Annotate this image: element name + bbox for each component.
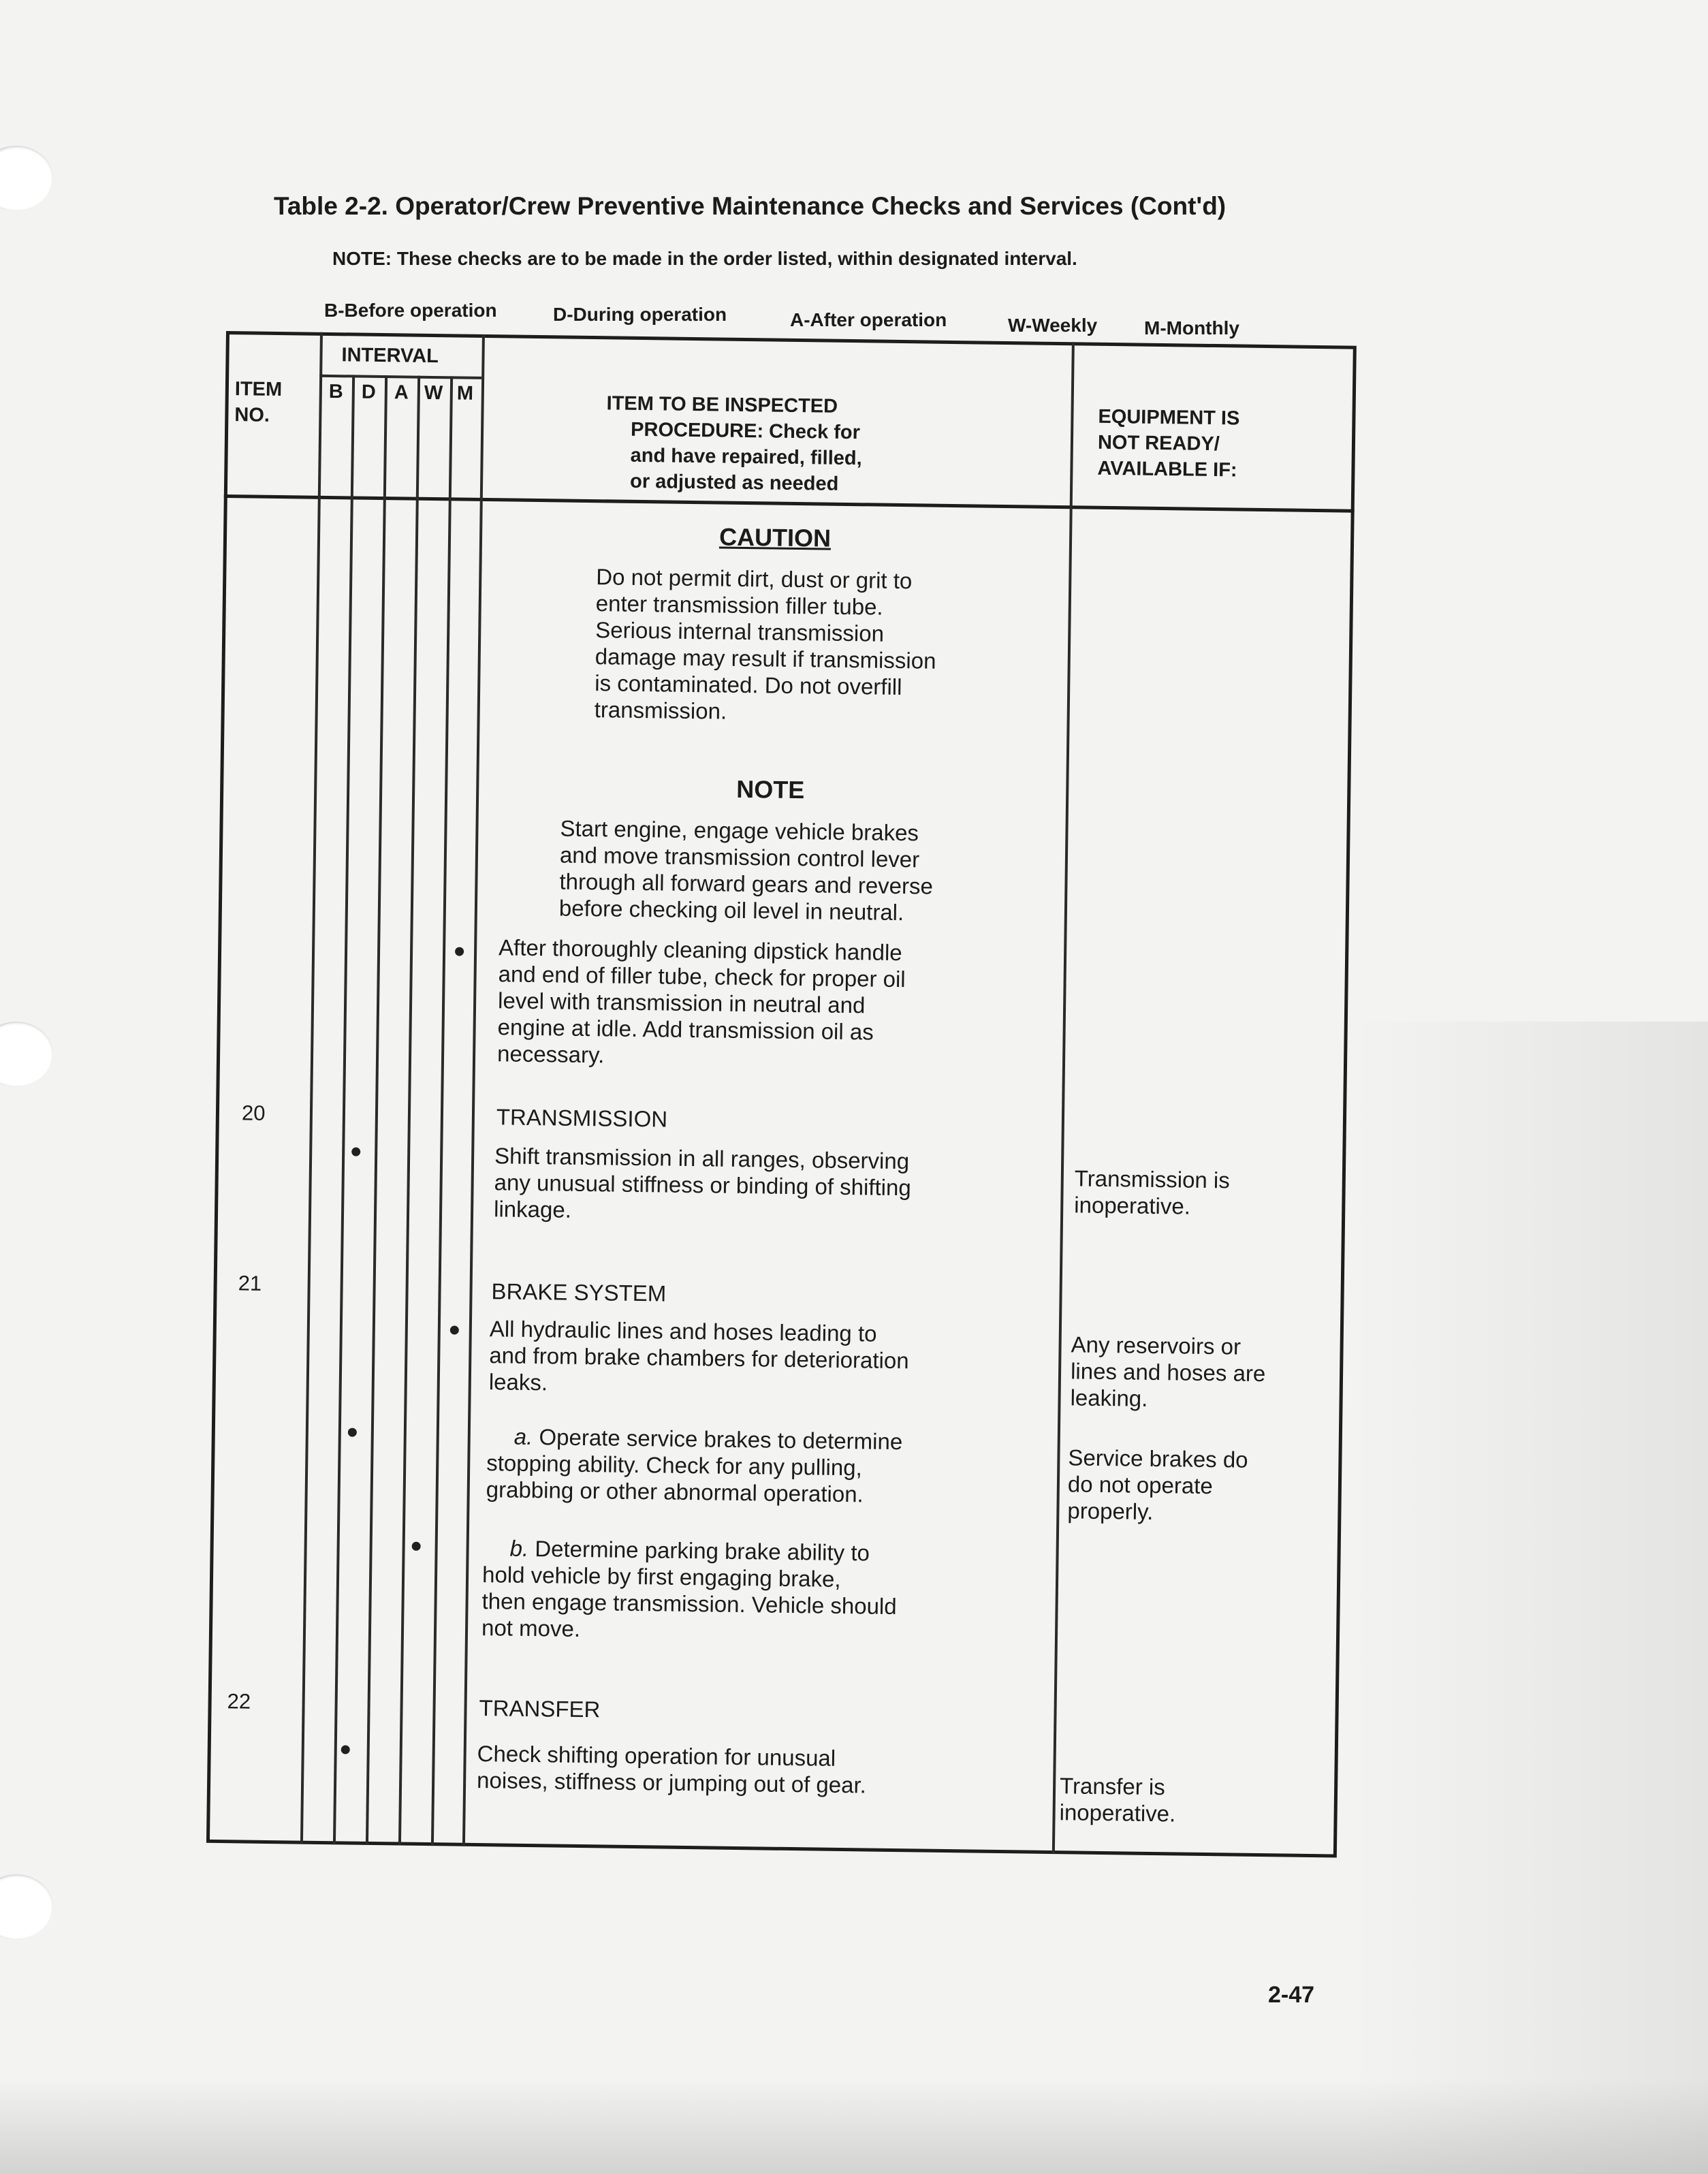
- table-title: Table 2-2. Operator/Crew Preventive Maintenance Checks and Services (Cont'd): [274, 192, 1227, 220]
- item-label-transfer: TRANSFER: [479, 1695, 601, 1722]
- note-heading: NOTE: [736, 774, 805, 804]
- item-number-22: 22: [227, 1689, 251, 1714]
- brake-system-text: All hydraulic lines and hoses leading to and from brake chambers for deterioration leaks.: [488, 1316, 909, 1396]
- punch-hole-middle: [0, 1022, 53, 1087]
- header-d: D: [361, 381, 377, 403]
- transmission-not-ready: Transmission is inoperative.: [1074, 1165, 1231, 1219]
- header-m: M: [456, 382, 474, 405]
- item-number-21: 21: [238, 1271, 262, 1295]
- transfer-not-ready: Transfer is inoperative.: [1059, 1773, 1176, 1827]
- legend-before: B-Before operation: [324, 300, 497, 321]
- page-shading: [1354, 1022, 1708, 2174]
- interval-marker-w: [450, 1325, 459, 1334]
- legend-weekly: W-Weekly: [1008, 315, 1098, 336]
- header-w: W: [424, 381, 443, 405]
- legend-during: D-During operation: [553, 304, 727, 325]
- header-a: A: [394, 381, 409, 404]
- item-label-brake-system: BRAKE SYSTEM: [491, 1278, 667, 1306]
- transmission-text: Shift transmission in all ranges, observing any unusual stiffness or binding of shifting linkage.: [493, 1143, 911, 1223]
- legend-monthly: M-Monthly: [1144, 317, 1239, 338]
- transfer-text: Check shifting operation for unusual noises, stiffness or jumping out of gear.: [476, 1741, 867, 1798]
- legend-after: A-After operation: [790, 309, 947, 330]
- order-note: NOTE: These checks are to be made in the order listed, within designated interval.: [332, 248, 1077, 269]
- page-number: 2-47: [1268, 1982, 1315, 2008]
- pmcs-table: [206, 331, 1358, 1868]
- item-label-transmission: TRANSMISSION: [496, 1104, 668, 1132]
- interval-marker-w: [455, 947, 464, 956]
- page-bottom-shading: [0, 2079, 1708, 2174]
- header-b: B: [328, 380, 344, 403]
- brake-system-not-ready: Any reservoirs or lines and hoses are leaking.: [1070, 1332, 1266, 1411]
- parking-brake-text: b. Determine parking brake ability to hold vehicle by first engaging brake, then engage transmission. Vehicle should not move.: [481, 1535, 897, 1641]
- header-procedure: ITEM TO BE INSPECTED PROCEDURE: Check for and have repaired, filled, or adjusted as needed: [606, 392, 862, 495]
- header-item-no: ITEM NO.: [234, 378, 283, 426]
- punch-hole-bottom: [0, 1874, 53, 1940]
- oil-check-text: After thoroughly cleaning dipstick handle and end of filler tube, check for proper oil level with transmission in neutral and engine at idle. Add transmission oil as necessary.: [496, 934, 906, 1068]
- service-brakes-text: a. Operate service brakes to determine stopping ability. Check for any pulling, grabbing or other abnormal operation.: [486, 1423, 903, 1507]
- punch-hole-top: [0, 146, 53, 211]
- header-equipment: EQUIPMENT IS NOT READY/ AVAILABLE IF:: [1097, 405, 1240, 482]
- header-interval: INTERVAL: [341, 344, 439, 368]
- note-text: Start engine, engage vehicle brakes and move transmission control lever through all forward gears and reverse before checking oil level in neutral.: [558, 815, 934, 926]
- service-brakes-not-ready: Service brakes do do not operate properly.: [1067, 1445, 1248, 1524]
- item-number-20: 20: [241, 1101, 266, 1125]
- caution-text: Do not permit dirt, dust or grit to enter transmission filler tube. Serious internal transmission damage may result if transmission is contaminated. Do not overfill transmission.: [594, 564, 936, 724]
- interval-marker-d: [348, 1428, 357, 1436]
- interval-marker-a: [412, 1542, 421, 1551]
- interval-marker-d: [351, 1148, 360, 1156]
- interval-marker-d: [341, 1745, 350, 1754]
- caution-heading: CAUTION: [718, 522, 832, 552]
